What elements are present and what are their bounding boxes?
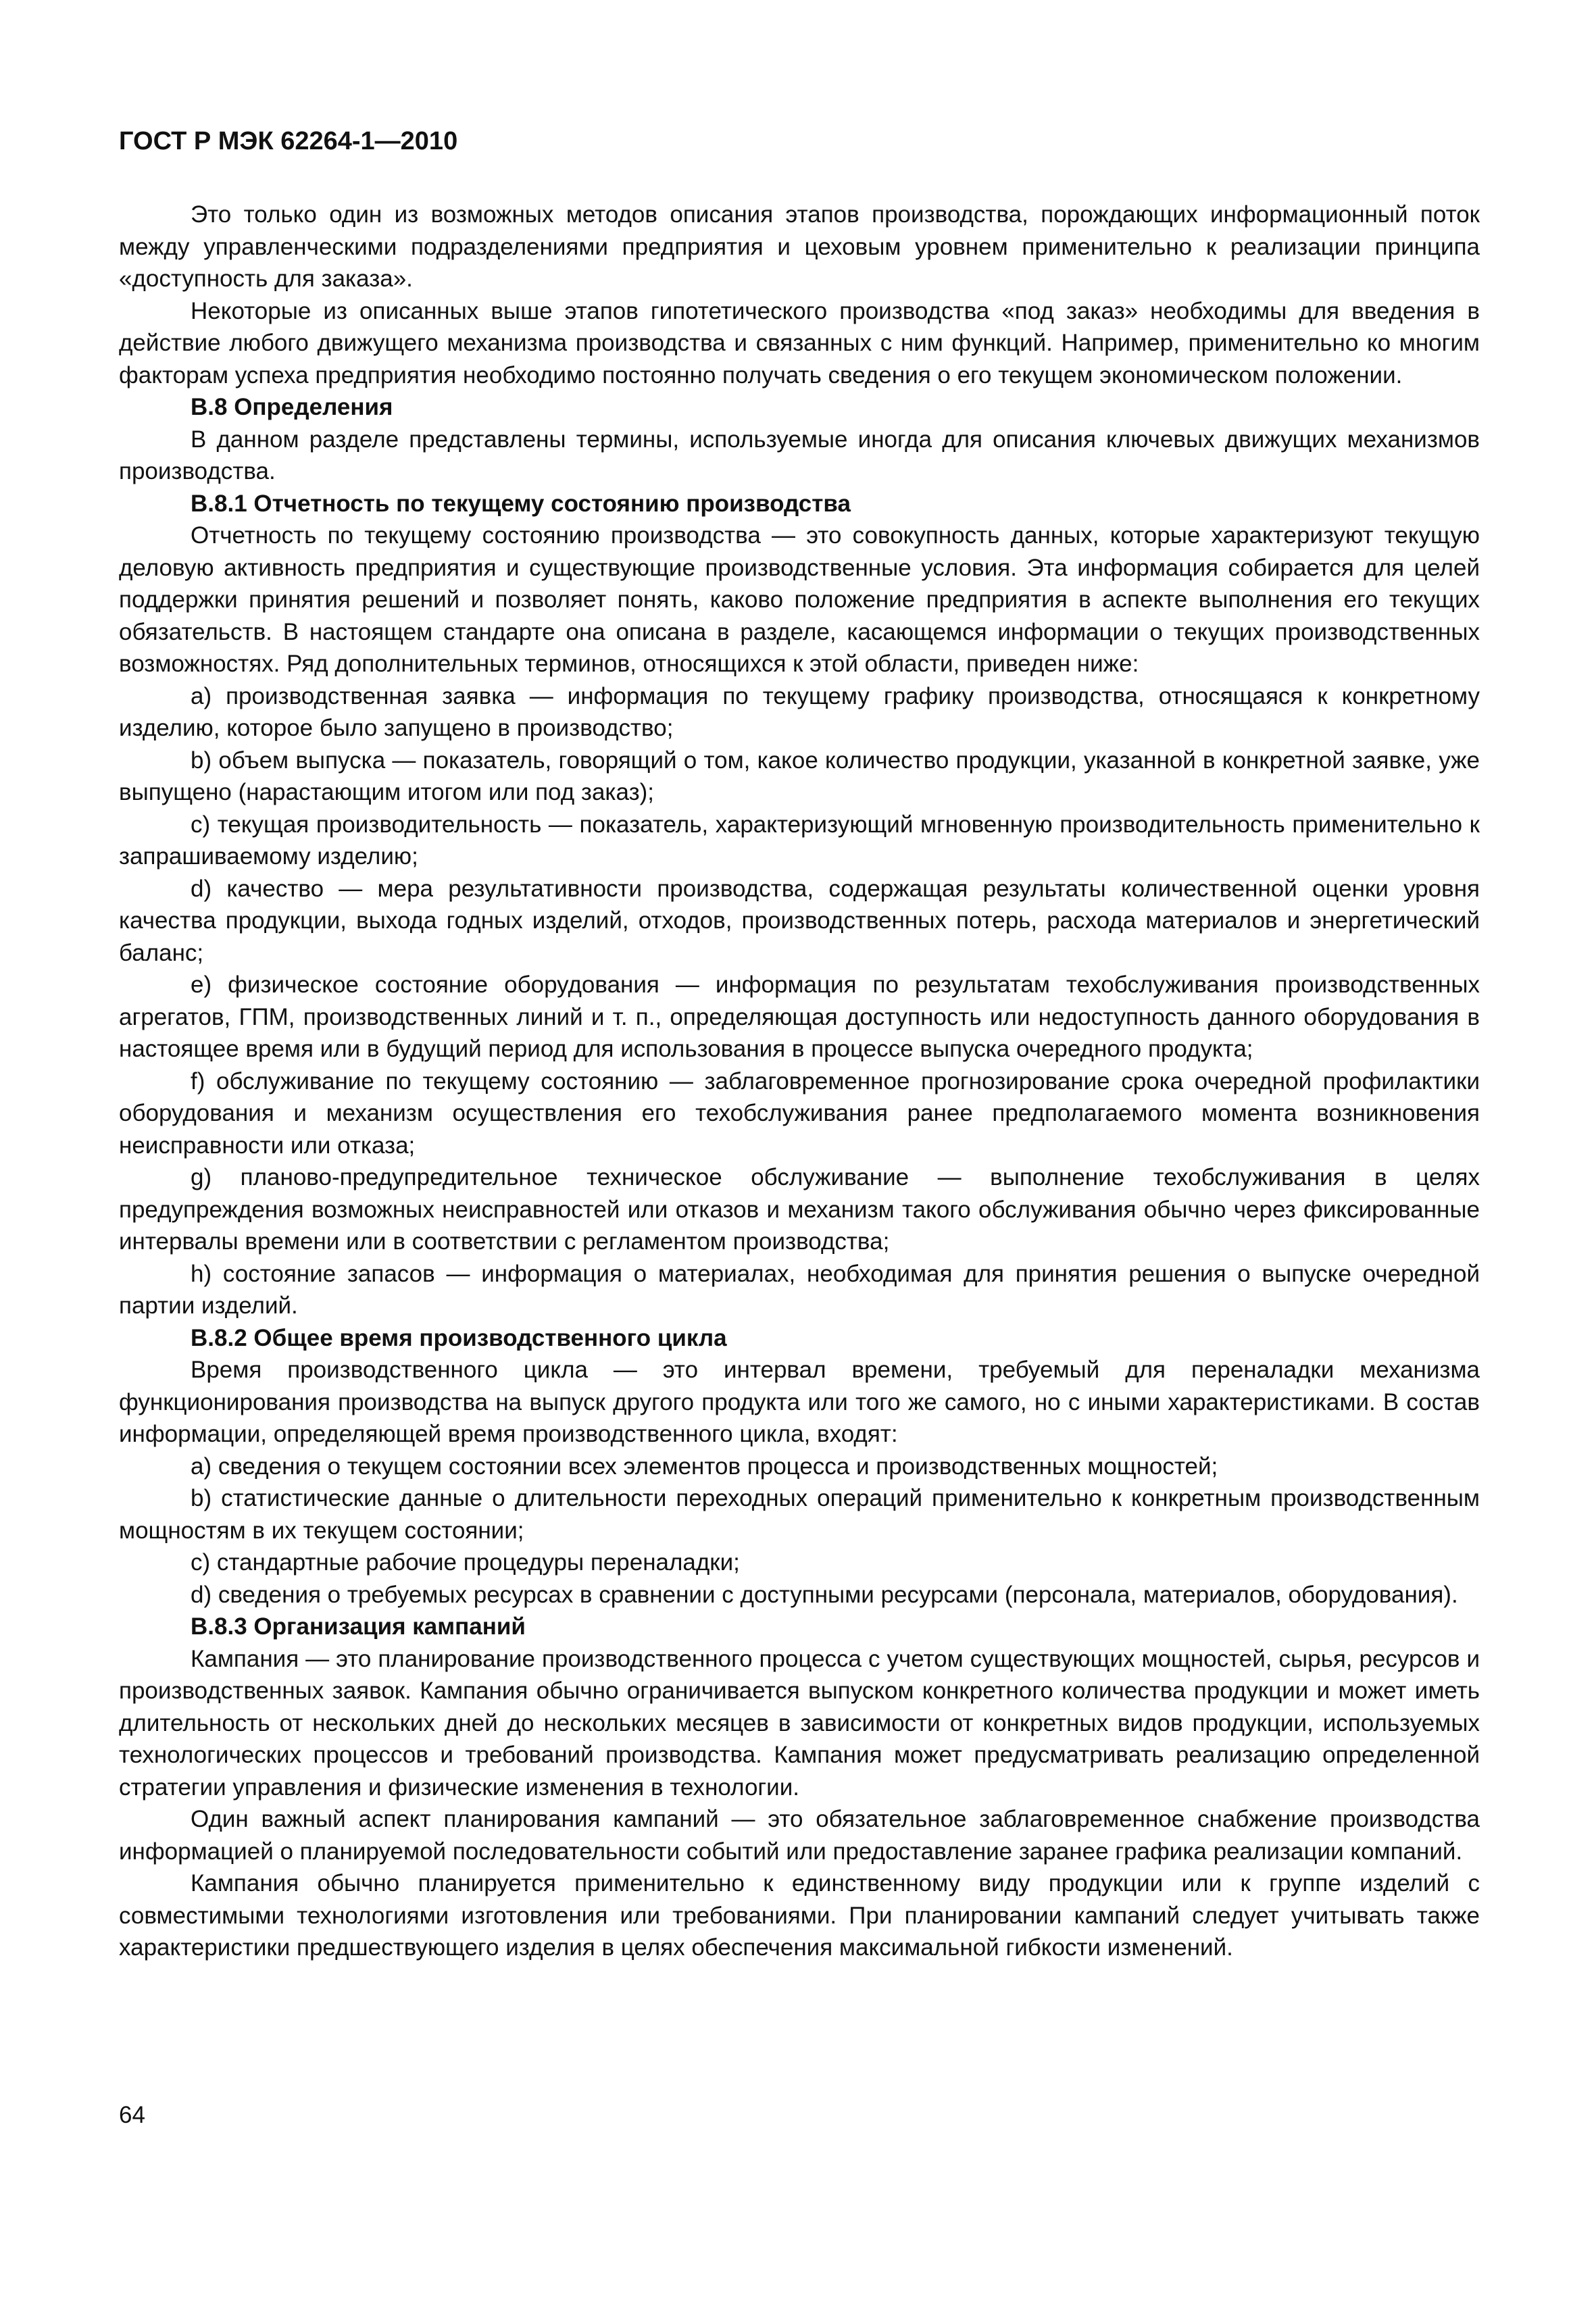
- paragraph-b8-1-definition: Отчетность по текущему состоянию производства — это совокупность данных, которые характеризуют текущую деловую активность предприятия и существующие производственные условия. Эта информация собирается для целей поддержки принятия решений и позволяет понять, каково положение предприятия в аспекте выполнения его текущих обязательств. В настоящем стандарте она описана в разделе, касающемся информации о текущих производственных возможностях. Ряд дополнительных терминов, относящихся к этой области, приведен ниже:: [119, 522, 1480, 677]
- list-item-b8-1-b: b) объем выпуска — показатель, говорящий о том, какое количество продукции, указанной в конкретной заявке, уже выпущено (нарастающим итогом или под заказ);: [119, 747, 1480, 805]
- page-number: 64: [119, 2102, 145, 2128]
- section-heading-b8-1: В.8.1 Отчетность по текущему состоянию производства: [191, 490, 851, 517]
- paragraph-b8-2-definition: Время производственного цикла — это интервал времени, требуемый для переналадки механизма функционирования производства на выпуск другого продукта или того же самого, но с иными характеристиками. В состав информации, определяющей время производственного цикла, входят:: [119, 1357, 1480, 1447]
- list-item-b8-1-h: h) состояние запасов — информация о материалах, необходимая для принятия решения о выпуске очередной партии изделий.: [119, 1260, 1480, 1319]
- document-body: [119, 199, 1480, 1964]
- list-item-b8-1-a: a) производственная заявка — информация по текущему графику производства, относящаяся к конкретному изделию, которое было запущено в производство;: [119, 682, 1480, 741]
- paragraph-b8-intro: В данном разделе представлены термины, используемые иногда для описания ключевых движущих механизмов производства.: [119, 426, 1480, 484]
- list-item-b8-1-g: g) планово-предупредительное техническое обслуживание — выполнение техобслуживания в целях предупреждения возможных неисправностей или отказов и механизм такого обслуживания обычно через фиксированные интервалы времени или в соответствии с регламентом производства;: [119, 1164, 1480, 1255]
- section-heading-b8: В.8 Определения: [191, 394, 393, 420]
- list-item-b8-2-a: a) сведения о текущем состоянии всех элементов процесса и производственных мощностей;: [191, 1453, 1218, 1480]
- paragraph-hypothetical-stages: Некоторые из описанных выше этапов гипотетического производства «под заказ» необходимы для введения в действие любого движущего механизма производства и связанных с ним функций. Например, применительно ко многим факторам успеха предприятия необходимо постоянно получать сведения о его текущем экономическом положении.: [119, 297, 1480, 388]
- list-item-b8-1-d: d) качество — мера результативности производства, содержащая результаты количественной оценки уровня качества продукции, выхода годных изделий, отходов, производственных потерь, расхода материалов и энергетический баланс;: [119, 875, 1480, 966]
- standard-code-header: ГОСТ Р МЭК 62264-1—2010: [119, 127, 458, 155]
- section-heading-b8-3: В.8.3 Организация кампаний: [191, 1613, 526, 1640]
- list-item-b8-1-c: c) текущая производительность — показатель, характеризующий мгновенную производительность применительно к запрашиваемому изделию;: [119, 811, 1480, 870]
- section-heading-b8-2: В.8.2 Общее время производственного цикла: [191, 1324, 727, 1351]
- paragraph-b8-3-definition: Кампания — это планирование производственного процесса с учетом существующих мощностей, сырья, ресурсов и производственных заявок. Кампания обычно ограничивается выпуском конкретного количества продукции и может иметь длительность от нескольких дней до нескольких месяцев в зависимости от конкретных видов продукции, используемых технологических процессов и требований производства. Кампания может предусматривать реализацию определенной стратегии управления и физические изменения в технологии.: [119, 1645, 1480, 1801]
- list-item-b8-1-e: e) физическое состояние оборудования — информация по результатам техобслуживания производственных агрегатов, ГПМ, производственных линий и т. п., определяющая доступность или недоступность данного оборудования в настоящее время или в будущий период для использования в процессе выпуска очередного продукта;: [119, 972, 1480, 1062]
- list-item-b8-2-d: d) сведения о требуемых ресурсах в сравнении с доступными ресурсами (персонала, материалов, оборудования).: [191, 1581, 1458, 1608]
- list-item-b8-2-c: c) стандартные рабочие процедуры переналадки;: [191, 1549, 740, 1576]
- paragraph-intro-method: Это только один из возможных методов описания этапов производства, порождающих информационный поток между управленческими подразделениями предприятия и цеховым уровнем применительно к реализации принципа «доступность для заказа».: [119, 201, 1480, 292]
- list-item-b8-2-b: b) статистические данные о длительности переходных операций применительно к конкретным производственным мощностям в их текущем состоянии;: [119, 1485, 1480, 1544]
- list-item-b8-1-f: f) обслуживание по текущему состоянию — заблаговременное прогнозирование срока очередной профилактики оборудования и механизм осуществления его техобслуживания ранее предполагаемого момента возникновения неисправности или отказа;: [119, 1067, 1480, 1159]
- paragraph-b8-3-single-product: Кампания обычно планируется применительно к единственному виду продукции или к группе изделий с совместимыми технологиями изготовления или требованиями. При планировании кампаний следует учитывать также характеристики предшествующего изделия в целях обеспечения максимальной гибкости изменений.: [119, 1870, 1480, 1961]
- paragraph-b8-3-planning-aspect: Один важный аспект планирования кампаний — это обязательное заблаговременное снабжение производства информацией о планируемой последовательности событий или предоставление заранее графика реализации компаний.: [119, 1806, 1480, 1865]
